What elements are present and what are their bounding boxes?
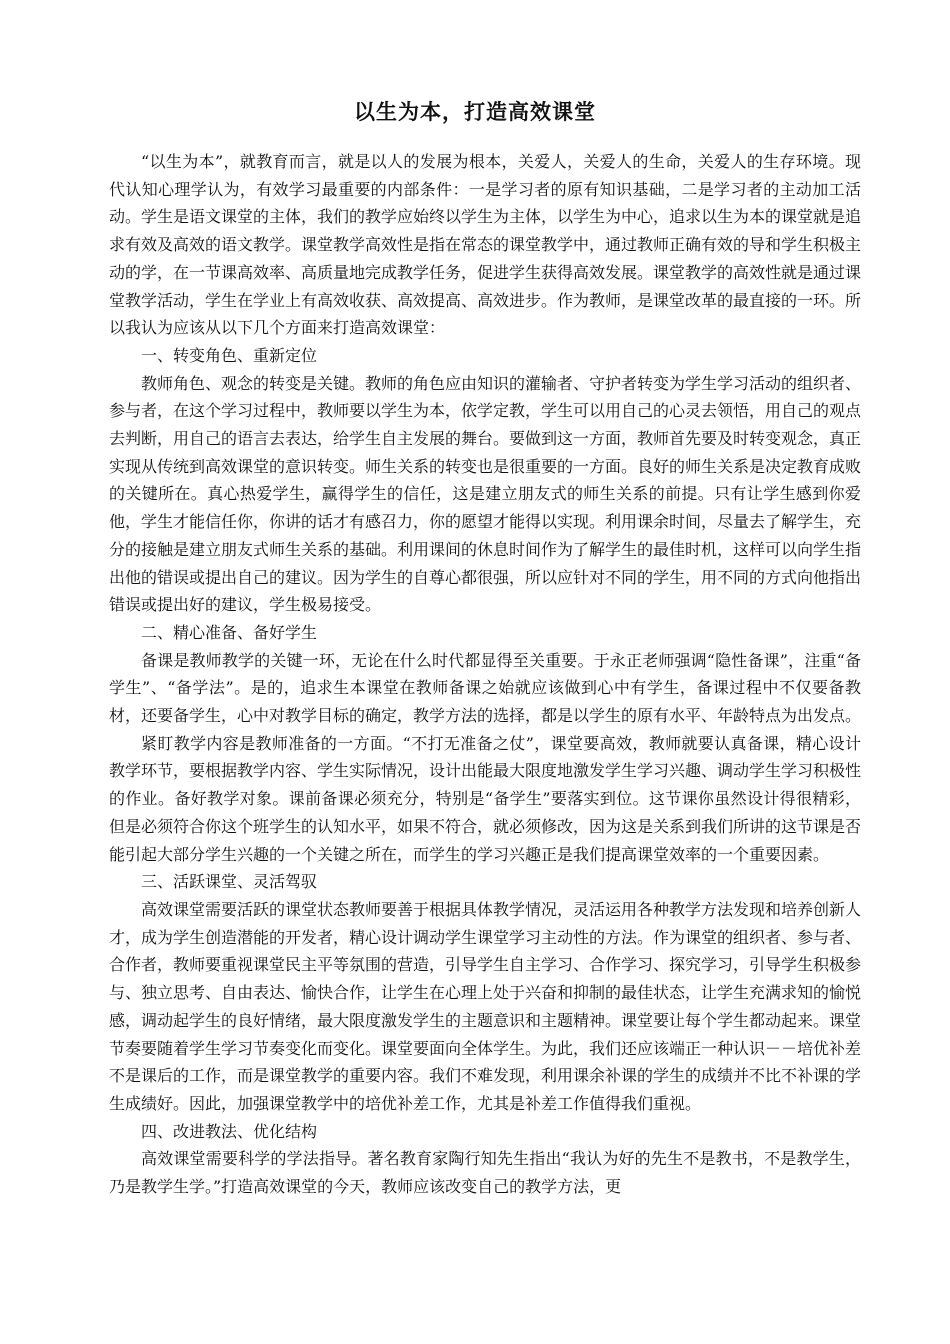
paragraph-teaching-method: 高效课堂需要科学的学法指导。著名教育家陶行知先生指出“我认为好的先生不是教书，不是教学生，乃是教学生学。”打造高效课堂的今天，教师应该改变自己的教学方法，更 [109,1149,861,1197]
paragraph-role-change: 教师角色、观念的转变是关键。教师的角色应由知识的灌输者、守护者转变为学生学习活动的组织者、参与者，在这个学习过程中，教师要以学生为本，依学定教，学生可以用自己的心灵去领悟，用自己的观点去判断，用自己的语言去表达，给学生自主发展的舞台。要做到这一方面，教师首先要及时转变观念，真正实现从传统到高效课堂的意识转变。师生关系的转变也是很重要的一方面。良好的师生关系是决定教育成败的关键所在。真心热爱学生，赢得学生的信任，这是建立朋友式的师生关系的前提。只有让学生感到你爱他，学生才能信任你，你讲的话才有感召力，你的愿望才能得以实现。利用课余时间，尽量去了解学生，充分的接触是建立朋友式师生关系的基础。利用课间的休息时间作为了解学生的最佳时机，这样可以向学生指出他的错误或提出自己的建议。因为学生的自尊心都很强，所以应针对不同的学生，用不同的方式向他指出错误或提出好的建议，学生极易接受。 [109,373,862,615]
paragraph-active-classroom: 高效课堂需要活跃的课堂状态教师要善于根据具体教学情况，灵活运用各种教学方法发现和培养创新人才，成为学生创造潜能的开发者，精心设计调动学生课堂学习主动性的方法。作为课堂的组织者、参与者、合作者，教师要重视课堂民主平等氛围的营造，引导学生自主学习、合作学习、探究学习，引导学生积极参与、独立思考、自由表达、愉快合作，让学生在心理上处于兴奋和抑制的最佳状态，让学生充满求知的愉悦感，调动起学生的良好情绪，最大限度激发学生的主题意识和主题精神。课堂要让每个学生都动起来。课堂节奏要随着学生学习节奏变化而变化。课堂要面向全体学生。为此，我们还应该端正一种认识－－培优补差不是课后的工作，而是课堂教学的重要内容。我们不难发现，利用课余补课的学生的成绩并不比不补课的学生成绩好。因此，加强课堂教学中的培优补差工作，尤其是补差工作值得我们重视。 [109,899,862,1113]
document-body [109,148,861,1201]
section-heading-4: 四、改进教法、优化结构 [141,1121,318,1141]
section-heading-3: 三、活跃课堂、灵活驾驭 [141,872,318,892]
document-title: 以生为本，打造高效课堂 [354,100,596,124]
section-heading-2: 二、精心准备、备好学生 [141,622,318,642]
section-heading-1: 一、转变角色、重新定位 [141,345,318,365]
paragraph-teaching-content: 紧盯教学内容是教师准备的一方面。“不打无准备之仗”，课堂要高效，教师就要认真备课，精心设计教学环节，要根据教学内容、学生实际情况，设计出能最大限度地激发学生学习兴趣、调动学生学习积极性的作业。备好教学对象。课前备课必须充分，特别是“备学生”要落实到位。这节课你虽然设计得很精彩，但是必须符合你这个班学生的认知水平，如果不符合，就必须修改，因为这是关系到我们所讲的这节课是否能引起大部分学生兴趣的一个关键之所在，而学生的学习兴趣正是我们提高课堂效率的一个重要因素。 [109,733,862,864]
paragraph-intro: “以生为本”，就教育而言，就是以人的发展为根本，关爱人，关爱人的生命，关爱人的生存环境。现代认知心理学认为，有效学习最重要的内部条件：一是学习者的原有知识基础，二是学习者的主动加工活动。学生是语文课堂的主体，我们的教学应始终以学生为主体，以学生为中心，追求以生为本的课堂就是追求有效及高效的语文教学。课堂教学高效性是指在常态的课堂教学中，通过教师正确有效的导和学生积极主动的学，在一节课高效率、高质量地完成教学任务，促进学生获得高效发展。课堂教学的高效性就是通过课堂教学活动，学生在学业上有高效收获、高效提高、高效进步。作为教师，是课堂改革的最直接的一环。所以我认为应该从以下几个方面来打造高效课堂： [109,152,862,338]
paragraph-lesson-prep: 备课是教师教学的关键一环，无论在什么时代都显得至关重要。于永正老师强调“隐性备课”，注重“备学生”、“备学法”。是的，追求生本课堂在教师备课之始就应该做到心中有学生，备课过程中不仅要备教材，还要备学生，心中对教学目标的确定，教学方法的选择，都是以学生的原有水平、年龄特点为出发点。 [109,650,862,726]
